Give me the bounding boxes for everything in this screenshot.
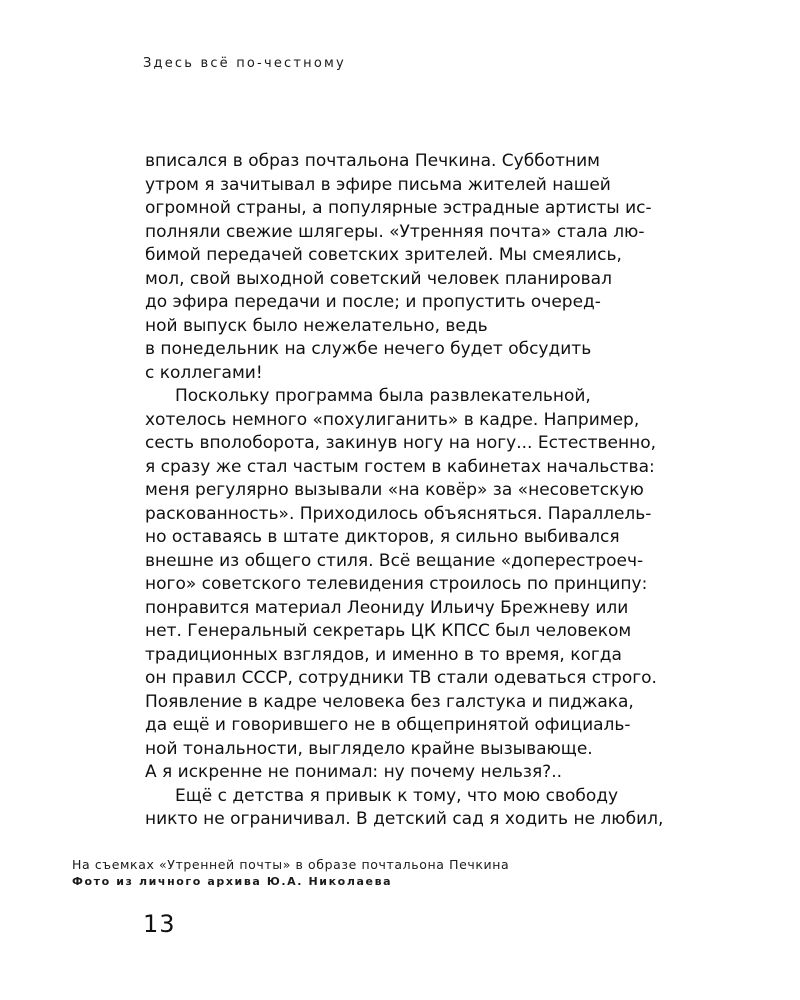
text-line: А я искренне не понимал: ну почему нельзя?.. (145, 762, 563, 782)
text-line: хотелось немного «похулиганить» в кадре. Например, (145, 409, 640, 430)
text-line: нет. Генеральный секретарь ЦК КПСС был человеком (145, 621, 632, 641)
caption-credit: Фото из личного архива Ю.А. Николаева (72, 875, 393, 888)
body-text (145, 150, 665, 832)
text-line: раскованность». Приходилось объясняться. Параллель- (145, 503, 652, 524)
paragraph-start-line: Поскольку программа была развлекательной, (175, 386, 591, 406)
text-line: мол, свой выходной советский человек планировал (145, 268, 612, 289)
page-number: 13 (143, 910, 176, 938)
text-line: сесть вполоборота, закинув ногу на ногу... Естественно, (145, 433, 657, 453)
text-line: в понедельник на службе нечего будет обсудить (145, 339, 592, 359)
text-line: он правил СССР, сотрудники ТВ стали одеваться строго. (145, 668, 657, 688)
photo-caption (72, 856, 509, 890)
text-line: бимой передачей советских зрителей. Мы смеялись, (145, 245, 622, 265)
text-line: да ещё и говорившего не в общепринятой официаль- (145, 715, 631, 735)
caption-title: На съемках «Утренней почты» в образе почтальона Печкина (72, 857, 510, 872)
text-line: ной тональности, выглядело крайне вызывающе. (145, 738, 593, 759)
text-line: внешне из общего стиля. Всё вещание «доперестроеч- (145, 550, 644, 571)
text-line: вписался в образ почтальона Печкина. Субботним (145, 151, 600, 171)
text-line: ной выпуск было нежелательно, ведь (145, 315, 488, 336)
text-line: утром я зачитывал в эфире письма жителей нашей (145, 174, 611, 195)
text-line: полняли свежие шлягеры. «Утренняя почта» стала лю- (145, 221, 645, 242)
text-line: традиционных взглядов, и именно в то время, когда (145, 644, 622, 665)
text-line: но оставаясь в штате дикторов, я сильно выбивался (145, 527, 620, 547)
paragraph-start-line: Ещё с детства я привык к тому, что мою свободу (175, 785, 619, 806)
text-line: до эфира передачи и после; и пропустить очеред- (145, 292, 601, 312)
text-line: Появление в кадре человека без галстука и пиджака, (145, 691, 634, 712)
text-line: с коллегами! (145, 362, 263, 383)
text-line: я сразу же стал частым гостем в кабинетах начальства: (145, 456, 655, 477)
text-line: меня регулярно вызывали «на ковёр» за «несоветскую (145, 480, 644, 500)
text-line: понравится материал Леониду Ильичу Брежневу или (145, 597, 629, 618)
text-line: огромной страны, а популярные эстрадные артисты ис- (145, 198, 652, 218)
text-line: ного» советского телевидения строилось по принципу: (145, 574, 648, 594)
text-line: никто не ограничивал. В детский сад я ходить не любил, (145, 809, 664, 829)
running-header: Здесь всё по-честному (143, 56, 346, 71)
